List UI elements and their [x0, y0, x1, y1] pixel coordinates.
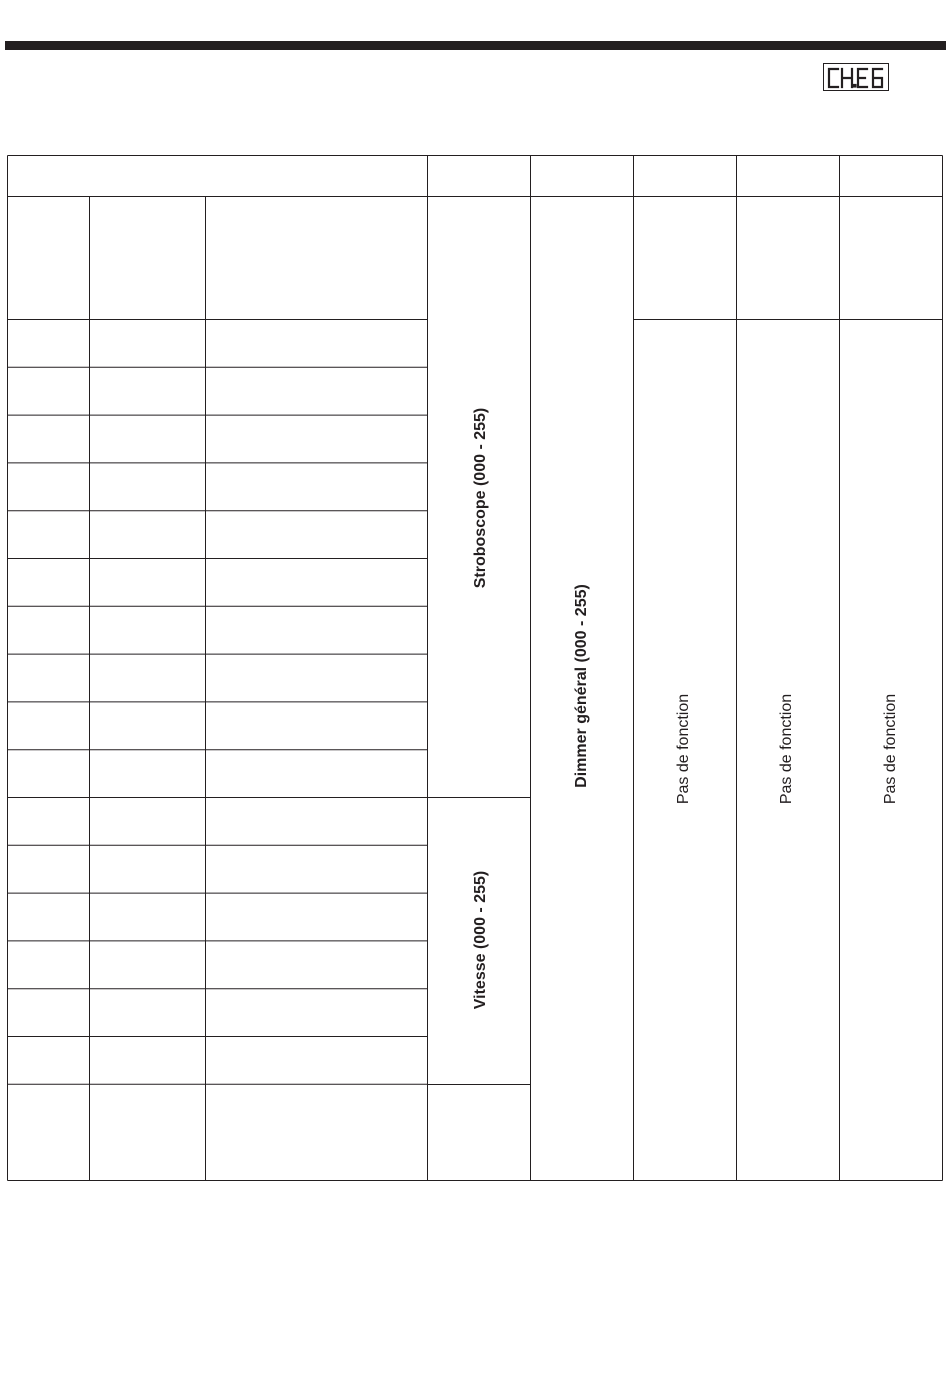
channel-display [823, 63, 889, 91]
no-function-label: Pas de fonction [675, 693, 692, 805]
no-function-label: Pas de fonction [778, 693, 795, 805]
table-grid [7, 155, 943, 1181]
strobe-label: Stroboscope (000 - 255) [472, 407, 489, 589]
speed-label: Vitesse (000 - 255) [472, 870, 489, 1010]
no-function-label: Pas de fonction [882, 693, 899, 805]
channel-table [7, 155, 943, 1181]
header-rule [5, 41, 946, 50]
dimmer-label: Dimmer général (000 - 255) [573, 584, 590, 788]
